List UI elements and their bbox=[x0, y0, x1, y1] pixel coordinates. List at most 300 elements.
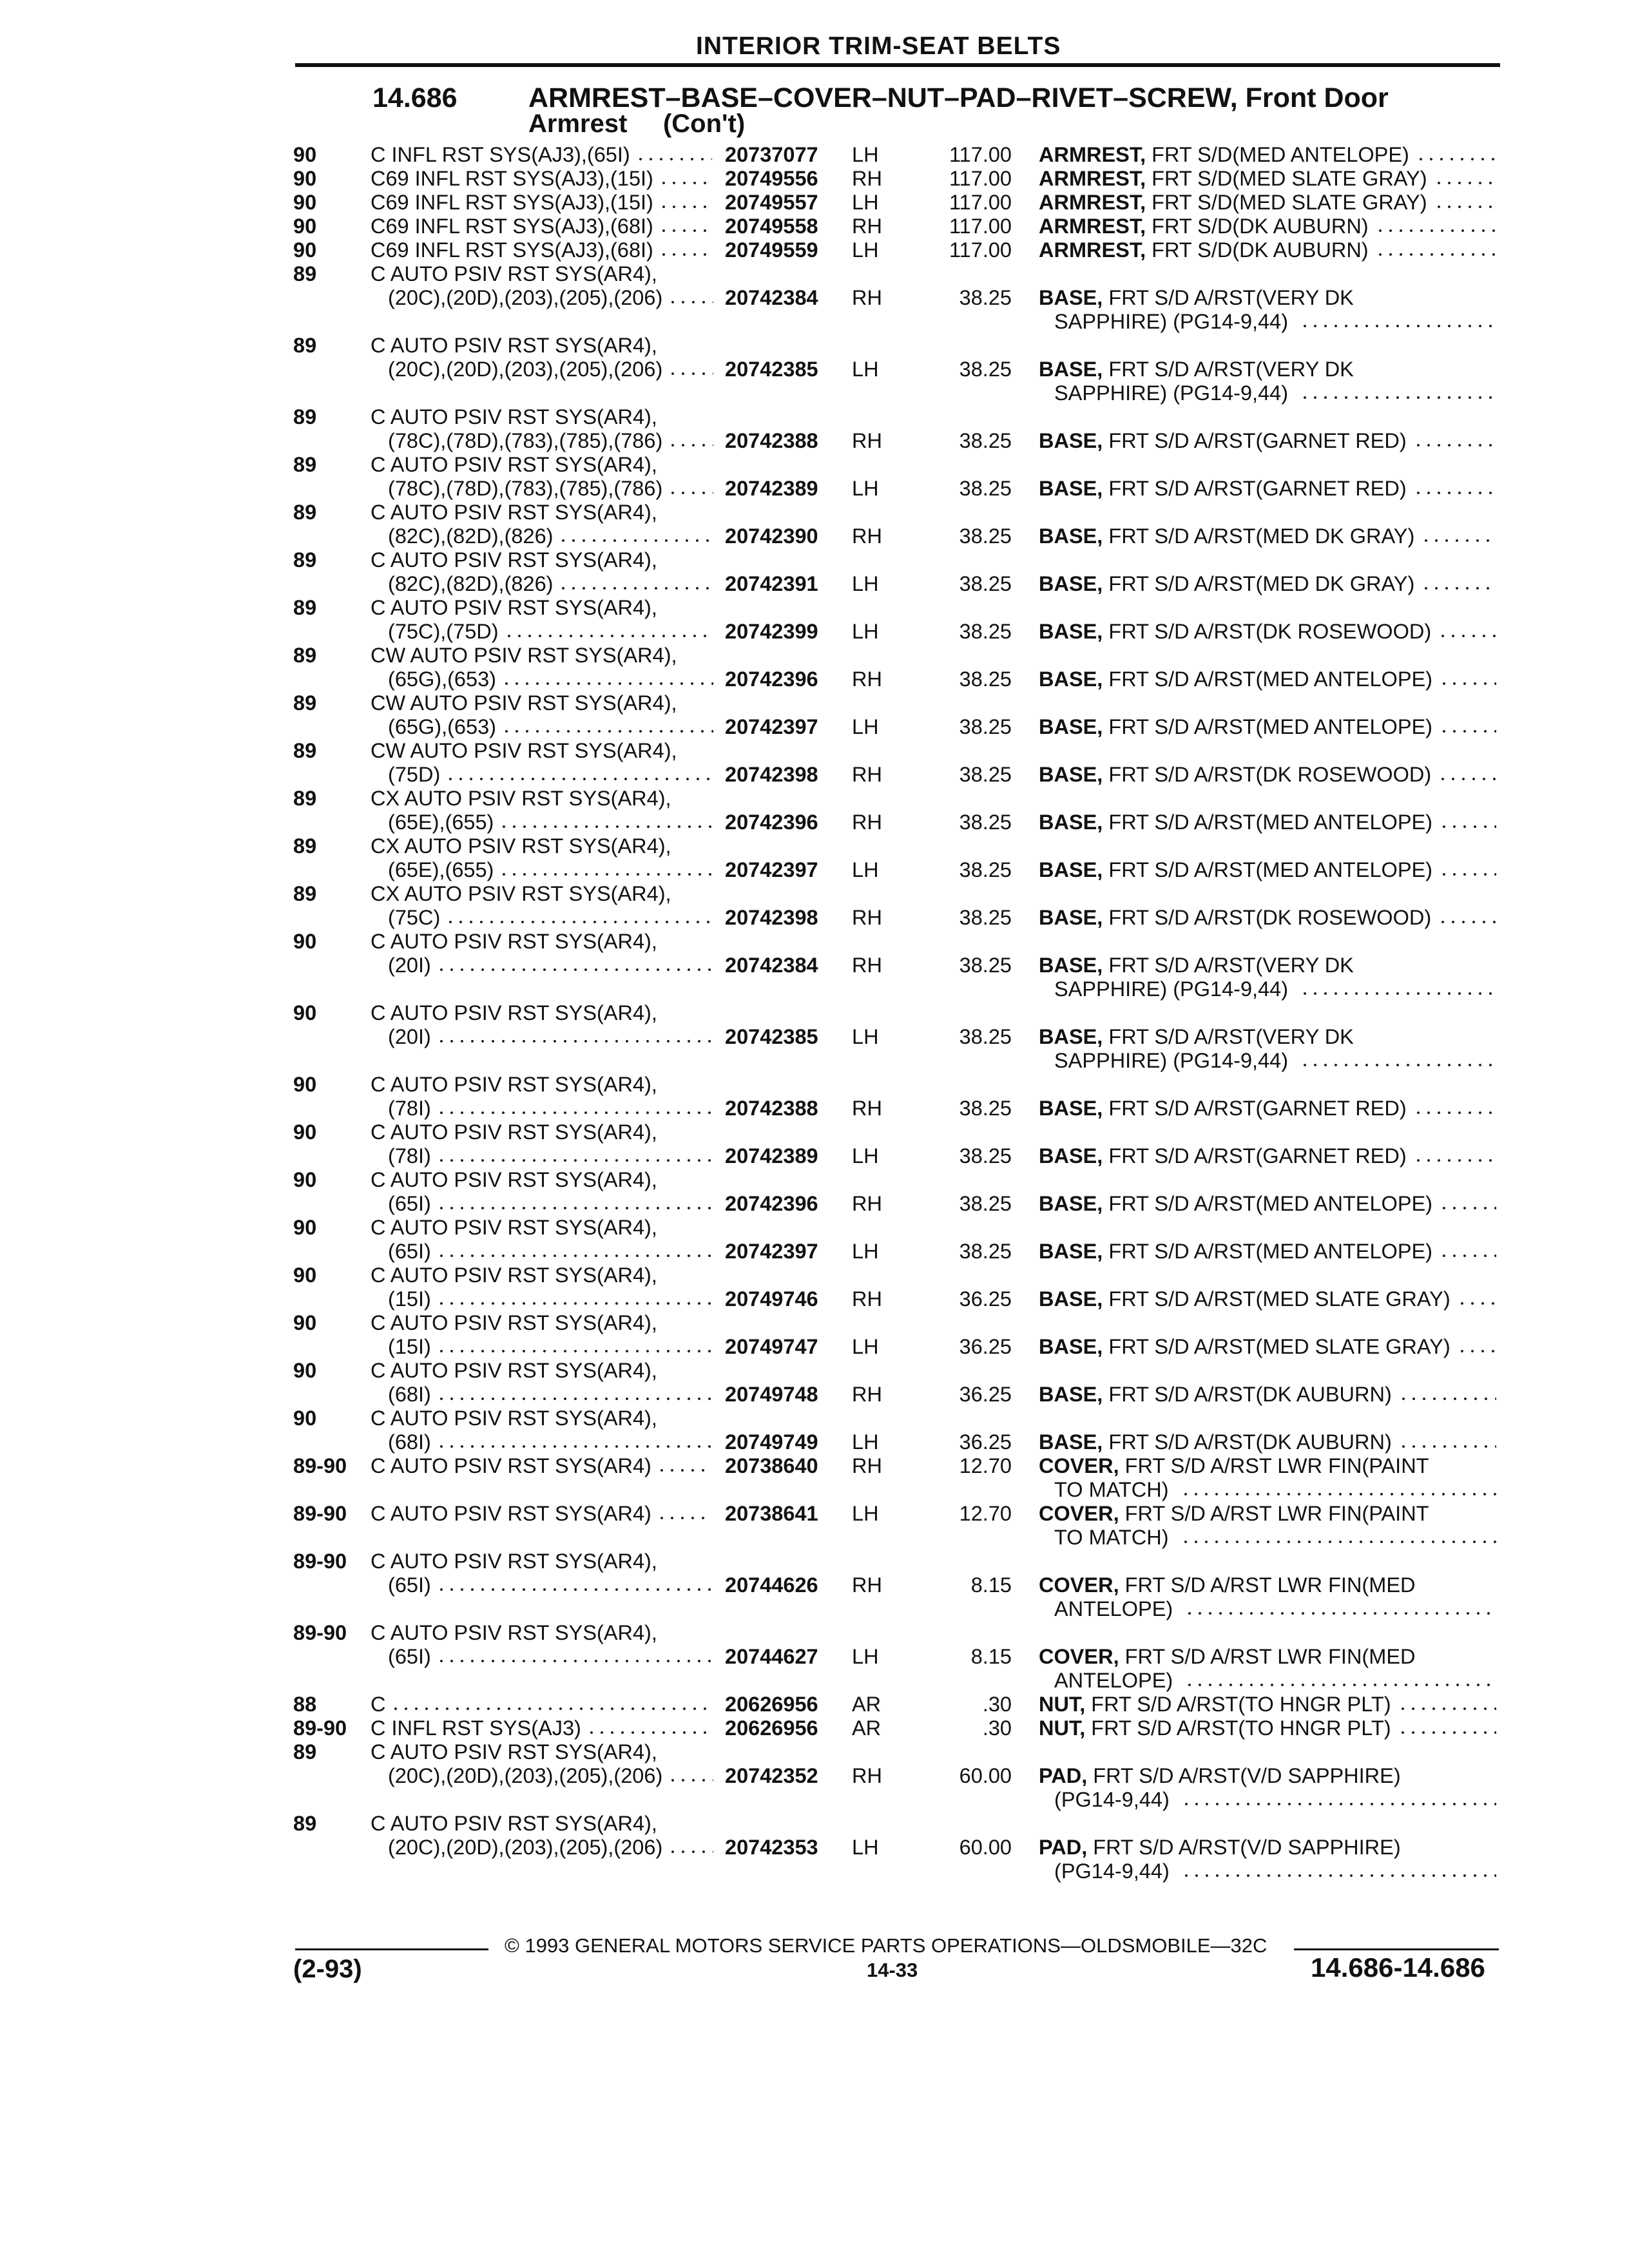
side-code: LH bbox=[852, 1335, 879, 1358]
side-code: LH bbox=[852, 238, 879, 262]
application-desc: C AUTO PSIV RST SYS(AR4), bbox=[371, 548, 657, 572]
part-name-rest: FRT S/D A/RST(MED DK GRAY) bbox=[1103, 572, 1415, 595]
model-year: 89 bbox=[293, 882, 317, 905]
part-name bbox=[1039, 429, 1496, 453]
table-row bbox=[0, 930, 1629, 1001]
model-year: 89-90 bbox=[293, 1502, 347, 1525]
dot-leader bbox=[1439, 1253, 1496, 1258]
application-desc-cont bbox=[388, 1192, 713, 1216]
dot-leader bbox=[436, 1301, 713, 1306]
table-row bbox=[0, 1216, 1629, 1264]
part-name-cont-line bbox=[1054, 1788, 1496, 1812]
model-year: 90 bbox=[293, 1001, 317, 1024]
dot-leader bbox=[558, 586, 713, 591]
part-name bbox=[1039, 1144, 1496, 1168]
part-number: 20742389 bbox=[725, 477, 818, 500]
part-name bbox=[1039, 1287, 1496, 1311]
application-desc: C AUTO PSIV RST SYS(AR4), bbox=[371, 1407, 657, 1430]
dot-leader bbox=[436, 1396, 713, 1401]
part-name-line bbox=[1039, 1764, 1496, 1788]
side-code: RH bbox=[852, 429, 882, 452]
price: 38.25 bbox=[959, 286, 1012, 309]
dot-leader bbox=[659, 228, 712, 233]
part-number: 20744627 bbox=[725, 1645, 818, 1668]
side-code: AR bbox=[852, 1716, 882, 1740]
application-desc-cont bbox=[388, 668, 713, 691]
dot-leader bbox=[1438, 633, 1496, 639]
price: 12.70 bbox=[959, 1454, 1012, 1477]
application-desc: C AUTO PSIV RST SYS(AR4), bbox=[371, 405, 657, 428]
part-name-bold: COVER, bbox=[1039, 1502, 1119, 1525]
part-name-cont bbox=[1054, 1526, 1496, 1550]
dot-leader bbox=[1413, 490, 1496, 495]
part-name-rest: FRT S/D A/RST(MED ANTELOPE) bbox=[1103, 668, 1432, 691]
part-name-line bbox=[1039, 1645, 1496, 1669]
application-desc bbox=[371, 215, 712, 238]
price: 38.25 bbox=[959, 620, 1012, 643]
side-code: LH bbox=[852, 1502, 879, 1525]
part-name-rest: FRT S/D A/RST(DK ROSEWOOD) bbox=[1103, 620, 1432, 643]
part-name bbox=[1039, 1716, 1496, 1740]
part-name-bold: ARMREST, bbox=[1039, 215, 1146, 238]
part-name-line bbox=[1039, 1335, 1496, 1359]
dot-leader bbox=[659, 252, 712, 257]
model-year: 89 bbox=[293, 596, 317, 619]
side-code: RH bbox=[852, 286, 882, 309]
part-name-line bbox=[1039, 1025, 1496, 1049]
part-name-cont-line bbox=[1054, 1669, 1496, 1693]
model-year: 90 bbox=[293, 143, 317, 166]
part-name bbox=[1039, 620, 1496, 644]
dot-leader bbox=[436, 1158, 713, 1163]
part-number: 20742398 bbox=[725, 763, 818, 786]
part-name-bold: BASE, bbox=[1039, 1335, 1103, 1358]
application-desc: CW AUTO PSIV RST SYS(AR4), bbox=[371, 691, 677, 715]
model-year: 90 bbox=[293, 930, 317, 953]
application-desc-cont bbox=[388, 358, 713, 381]
application-desc-cont bbox=[388, 1836, 713, 1860]
part-name-cont bbox=[1054, 1788, 1496, 1812]
application-desc: C AUTO PSIV RST SYS(AR4), bbox=[371, 1073, 657, 1096]
part-name-cont-line bbox=[1054, 1526, 1496, 1550]
part-name-cont-text: SAPPHIRE) (PG14-9,44) bbox=[1054, 1049, 1289, 1072]
dot-leader bbox=[1416, 157, 1496, 162]
part-name bbox=[1039, 477, 1496, 501]
price: 38.25 bbox=[959, 1240, 1012, 1263]
page-title: INTERIOR TRIM-SEAT BELTS bbox=[696, 32, 1061, 60]
part-name-line bbox=[1039, 763, 1496, 787]
dot-leader bbox=[668, 1778, 713, 1783]
part-name-line bbox=[1039, 1430, 1496, 1454]
side-code: RH bbox=[852, 1097, 882, 1120]
part-name-rest: FRT S/D A/RST(GARNET RED) bbox=[1103, 1097, 1407, 1120]
application-desc: C AUTO PSIV RST SYS(AR4), bbox=[371, 1621, 657, 1644]
price: 60.00 bbox=[959, 1764, 1012, 1787]
application-desc-cont-text: (65E),(655) bbox=[388, 858, 494, 881]
part-name-line bbox=[1039, 572, 1496, 596]
application-desc-cont-text: (65I) bbox=[388, 1573, 431, 1597]
application-desc bbox=[371, 1716, 712, 1740]
part-name-line bbox=[1039, 1287, 1496, 1311]
model-year: 89 bbox=[293, 691, 317, 715]
part-name-rest: FRT S/D A/RST LWR FIN(MED bbox=[1119, 1573, 1416, 1597]
model-year: 90 bbox=[293, 1311, 317, 1334]
side-code: RH bbox=[852, 215, 882, 238]
dot-leader bbox=[635, 157, 712, 162]
dot-leader bbox=[1439, 824, 1496, 829]
application-desc-cont-text: (78I) bbox=[388, 1097, 431, 1120]
application-desc-cont-text: (82C),(82D),(826) bbox=[388, 572, 554, 595]
table-row bbox=[0, 1407, 1629, 1454]
part-name-cont-line bbox=[1054, 977, 1496, 1001]
part-name-line bbox=[1039, 191, 1496, 215]
table-row bbox=[0, 691, 1629, 739]
part-name-bold: NUT, bbox=[1039, 1693, 1086, 1716]
part-name-cont-line bbox=[1054, 381, 1496, 405]
application-desc: C AUTO PSIV RST SYS(AR4), bbox=[371, 1216, 657, 1239]
part-name-rest: FRT S/D A/RST(DK ROSEWOOD) bbox=[1103, 763, 1432, 786]
application-desc: CX AUTO PSIV RST SYS(AR4), bbox=[371, 834, 671, 858]
part-name-line bbox=[1039, 524, 1496, 548]
price: 36.25 bbox=[959, 1287, 1012, 1311]
application-desc-cont bbox=[388, 1764, 713, 1788]
dot-leader bbox=[436, 1658, 713, 1664]
side-code: LH bbox=[852, 572, 879, 595]
footer-page-number: 14-33 bbox=[867, 1959, 918, 1981]
part-number: 20742352 bbox=[725, 1764, 818, 1787]
part-name bbox=[1039, 1573, 1496, 1597]
part-name-line bbox=[1039, 1716, 1496, 1740]
part-number: 20749557 bbox=[725, 191, 818, 214]
dot-leader bbox=[668, 371, 713, 376]
price: 38.25 bbox=[959, 1097, 1012, 1120]
table-row bbox=[0, 739, 1629, 787]
price: 38.25 bbox=[959, 524, 1012, 548]
application-desc-cont-text: (20I) bbox=[388, 1025, 431, 1048]
part-name-line bbox=[1039, 1144, 1496, 1168]
part-name-line bbox=[1039, 906, 1496, 930]
price: 38.25 bbox=[959, 572, 1012, 595]
part-name-rest: FRT S/D(MED SLATE GRAY) bbox=[1146, 167, 1427, 190]
model-year: 89 bbox=[293, 644, 317, 667]
part-name-line bbox=[1039, 668, 1496, 691]
application-desc bbox=[371, 143, 712, 167]
part-number: 20742398 bbox=[725, 906, 818, 929]
part-name-cont bbox=[1054, 1597, 1496, 1621]
dot-leader bbox=[1439, 872, 1496, 877]
dot-leader bbox=[1413, 1110, 1496, 1115]
price: .30 bbox=[982, 1693, 1012, 1716]
part-name-rest: FRT S/D A/RST(MED ANTELOPE) bbox=[1103, 715, 1432, 738]
table-row bbox=[0, 1001, 1629, 1072]
application-desc: C AUTO PSIV RST SYS(AR4), bbox=[371, 262, 657, 285]
application-desc bbox=[371, 191, 712, 215]
part-name bbox=[1039, 1693, 1496, 1716]
section-subtitle: Armrest (Con't) bbox=[528, 110, 746, 138]
part-number: 20742399 bbox=[725, 620, 818, 643]
application-desc-cont bbox=[388, 1240, 713, 1264]
application-desc: C AUTO PSIV RST SYS(AR4), bbox=[371, 1264, 657, 1287]
part-name-line bbox=[1039, 477, 1496, 501]
side-code: RH bbox=[852, 524, 882, 548]
dot-leader bbox=[436, 1587, 713, 1592]
application-desc-cont-text: (20I) bbox=[388, 954, 431, 977]
price: 117.00 bbox=[949, 167, 1012, 190]
dot-leader bbox=[586, 1730, 712, 1735]
application-desc-cont bbox=[388, 1335, 713, 1359]
part-name bbox=[1039, 215, 1496, 238]
price: 36.25 bbox=[959, 1383, 1012, 1406]
part-name-rest: FRT S/D(MED SLATE GRAY) bbox=[1146, 191, 1427, 214]
price: 8.15 bbox=[970, 1645, 1012, 1668]
part-name-rest: FRT S/D A/RST(VERY DK bbox=[1103, 1025, 1354, 1048]
dot-leader bbox=[499, 872, 713, 877]
part-name bbox=[1039, 191, 1496, 215]
part-name-bold: PAD, bbox=[1039, 1764, 1088, 1787]
table-row bbox=[0, 1502, 1629, 1550]
part-name bbox=[1039, 1836, 1496, 1860]
application-desc: C AUTO PSIV RST SYS(AR4), bbox=[371, 1812, 657, 1835]
application-desc-cont-text: (20C),(20D),(203),(205),(206) bbox=[388, 1764, 663, 1787]
part-name bbox=[1039, 1430, 1496, 1454]
part-name-bold: NUT, bbox=[1039, 1716, 1086, 1740]
part-name-cont-line bbox=[1054, 1478, 1496, 1502]
part-name bbox=[1039, 858, 1496, 882]
part-name-bold: BASE, bbox=[1039, 1025, 1103, 1048]
part-number: 20738640 bbox=[725, 1454, 818, 1477]
application-desc bbox=[371, 1502, 712, 1526]
side-code: RH bbox=[852, 1764, 882, 1787]
price: 38.25 bbox=[959, 954, 1012, 977]
part-name-line bbox=[1039, 1097, 1496, 1120]
application-desc: C AUTO PSIV RST SYS(AR4), bbox=[371, 1120, 657, 1144]
model-year: 90 bbox=[293, 1168, 317, 1191]
part-number: 20742353 bbox=[725, 1836, 818, 1859]
application-desc bbox=[371, 1693, 712, 1716]
part-name-bold: ARMREST, bbox=[1039, 143, 1146, 166]
part-number: 20626956 bbox=[725, 1693, 818, 1716]
application-desc-cont bbox=[388, 1573, 713, 1597]
dot-leader bbox=[1438, 776, 1496, 782]
part-name bbox=[1039, 715, 1496, 739]
dot-leader bbox=[1421, 586, 1496, 591]
side-code: RH bbox=[852, 1192, 882, 1215]
dot-leader bbox=[1398, 1444, 1496, 1449]
application-desc-cont-text: (75C),(75D) bbox=[388, 620, 499, 643]
side-code: LH bbox=[852, 1240, 879, 1263]
section-number: 14.686 bbox=[372, 82, 458, 113]
part-name-rest: FRT S/D A/RST(MED ANTELOPE) bbox=[1103, 811, 1432, 834]
table-row bbox=[0, 453, 1629, 501]
side-code: LH bbox=[852, 715, 879, 738]
side-code: LH bbox=[852, 1645, 879, 1668]
price: 38.25 bbox=[959, 1025, 1012, 1048]
part-name-bold: BASE, bbox=[1039, 1383, 1103, 1406]
price: 38.25 bbox=[959, 668, 1012, 691]
part-name-cont-text: (PG14-9,44) bbox=[1054, 1860, 1170, 1883]
application-desc-cont bbox=[388, 858, 713, 882]
part-name-cont-line bbox=[1054, 1860, 1496, 1883]
part-name bbox=[1039, 1097, 1496, 1120]
application-desc: C AUTO PSIV RST SYS(AR4), bbox=[371, 334, 657, 357]
part-name-line bbox=[1039, 811, 1496, 834]
part-number: 20744626 bbox=[725, 1573, 818, 1597]
dot-leader bbox=[436, 1039, 713, 1044]
part-name-bold: ARMREST, bbox=[1039, 238, 1146, 262]
application-desc-cont-text: (78C),(78D),(783),(785),(786) bbox=[388, 477, 663, 500]
part-name-rest: FRT S/D A/RST LWR FIN(MED bbox=[1119, 1645, 1416, 1668]
model-year: 89 bbox=[293, 787, 317, 810]
table-row bbox=[0, 1168, 1629, 1216]
part-name-cont-text: ANTELOPE) bbox=[1054, 1669, 1173, 1692]
application-desc-cont bbox=[388, 477, 713, 501]
part-name-rest: FRT S/D A/RST(DK ROSEWOOD) bbox=[1103, 906, 1432, 929]
price: 38.25 bbox=[959, 358, 1012, 381]
price: 38.25 bbox=[959, 429, 1012, 452]
price: 117.00 bbox=[949, 215, 1012, 238]
part-name-cont-text: (PG14-9,44) bbox=[1054, 1788, 1170, 1811]
part-name-bold: ARMREST, bbox=[1039, 167, 1146, 190]
part-name-bold: BASE, bbox=[1039, 906, 1103, 929]
table-row bbox=[0, 834, 1629, 882]
dot-leader bbox=[668, 490, 713, 495]
model-year: 90 bbox=[293, 1407, 317, 1430]
model-year: 89-90 bbox=[293, 1454, 347, 1477]
model-year: 88 bbox=[293, 1693, 317, 1716]
part-name-cont bbox=[1054, 977, 1496, 1001]
dot-leader bbox=[1398, 1730, 1496, 1735]
side-code: RH bbox=[852, 1573, 882, 1597]
application-desc-text: C bbox=[371, 1693, 386, 1716]
part-name-line bbox=[1039, 954, 1496, 977]
part-name-cont bbox=[1054, 1860, 1496, 1883]
application-desc: C AUTO PSIV RST SYS(AR4), bbox=[371, 1740, 657, 1763]
application-desc bbox=[371, 167, 712, 191]
part-number: 20738641 bbox=[725, 1502, 818, 1525]
dot-leader bbox=[1375, 252, 1496, 257]
table-row bbox=[0, 1812, 1629, 1883]
dot-leader bbox=[1181, 1873, 1496, 1878]
dot-leader bbox=[1300, 1062, 1496, 1068]
application-desc: C AUTO PSIV RST SYS(AR4), bbox=[371, 930, 657, 953]
part-name-rest: FRT S/D A/RST(VERY DK bbox=[1103, 286, 1354, 309]
dot-leader bbox=[1300, 323, 1496, 329]
model-year: 89-90 bbox=[293, 1621, 347, 1644]
application-desc-cont-text: (68I) bbox=[388, 1430, 431, 1454]
price: 38.25 bbox=[959, 906, 1012, 929]
dot-leader bbox=[668, 1849, 713, 1854]
part-name-cont bbox=[1054, 310, 1496, 334]
dot-leader bbox=[445, 776, 713, 782]
dot-leader bbox=[436, 1110, 713, 1115]
application-desc-cont bbox=[388, 1383, 713, 1407]
part-name-line bbox=[1039, 1383, 1496, 1407]
dot-leader bbox=[1457, 1301, 1496, 1306]
side-code: AR bbox=[852, 1693, 882, 1716]
part-name-bold: BASE, bbox=[1039, 763, 1103, 786]
application-desc: C AUTO PSIV RST SYS(AR4), bbox=[371, 1168, 657, 1191]
part-name-rest: FRT S/D A/RST(MED DK GRAY) bbox=[1103, 524, 1415, 548]
part-name-cont-line bbox=[1054, 1049, 1496, 1073]
table-row bbox=[0, 1621, 1629, 1692]
part-name-bold: BASE, bbox=[1039, 954, 1103, 977]
part-name-rest: FRT S/D A/RST(GARNET RED) bbox=[1103, 429, 1407, 452]
part-name bbox=[1039, 238, 1496, 262]
part-name-line bbox=[1039, 715, 1496, 739]
part-name bbox=[1039, 1025, 1496, 1049]
dot-leader bbox=[436, 1349, 713, 1354]
price: 38.25 bbox=[959, 763, 1012, 786]
application-desc-cont-text: (78I) bbox=[388, 1144, 431, 1168]
part-number: 20749749 bbox=[725, 1430, 818, 1454]
side-code: LH bbox=[852, 143, 879, 166]
model-year: 89 bbox=[293, 1740, 317, 1763]
part-name-bold: BASE, bbox=[1039, 1192, 1103, 1215]
dot-leader bbox=[1457, 1349, 1496, 1354]
dot-leader bbox=[1398, 1706, 1496, 1711]
price: 38.25 bbox=[959, 858, 1012, 881]
part-name bbox=[1039, 668, 1496, 691]
dot-leader bbox=[1413, 1158, 1496, 1163]
model-year: 90 bbox=[293, 1216, 317, 1239]
part-name-bold: PAD, bbox=[1039, 1836, 1088, 1859]
application-desc-cont bbox=[388, 954, 713, 977]
part-name-rest: FRT S/D A/RST(MED ANTELOPE) bbox=[1103, 1240, 1432, 1263]
model-year: 90 bbox=[293, 215, 317, 238]
table-row bbox=[0, 501, 1629, 548]
application-desc-cont-text: (75D) bbox=[388, 763, 441, 786]
dot-leader bbox=[1398, 1396, 1496, 1401]
section-title: ARMREST–BASE–COVER–NUT–PAD–RIVET–SCREW, Front Door bbox=[528, 82, 1389, 113]
part-number: 20742396 bbox=[725, 1192, 818, 1215]
part-name bbox=[1039, 1240, 1496, 1264]
part-number: 20749746 bbox=[725, 1287, 818, 1311]
part-number: 20742390 bbox=[725, 524, 818, 548]
price: 117.00 bbox=[949, 191, 1012, 214]
dot-leader bbox=[445, 919, 713, 925]
part-number: 20742397 bbox=[725, 715, 818, 738]
part-name bbox=[1039, 811, 1496, 834]
part-name-rest: FRT S/D A/RST(VERY DK bbox=[1103, 358, 1354, 381]
application-desc-cont-text: (65G),(653) bbox=[388, 715, 496, 738]
price: .30 bbox=[982, 1716, 1012, 1740]
part-number: 20742389 bbox=[725, 1144, 818, 1168]
application-desc-cont-text: (20C),(20D),(203),(205),(206) bbox=[388, 358, 663, 381]
application-desc-cont bbox=[388, 286, 713, 310]
part-name-rest: FRT S/D A/RST(MED SLATE GRAY) bbox=[1103, 1287, 1451, 1311]
model-year: 90 bbox=[293, 167, 317, 190]
dot-leader bbox=[657, 1515, 712, 1521]
part-name bbox=[1039, 143, 1496, 167]
price: 12.70 bbox=[959, 1502, 1012, 1525]
model-year: 89 bbox=[293, 548, 317, 572]
application-desc-cont bbox=[388, 1144, 713, 1168]
part-name-bold: BASE, bbox=[1039, 572, 1103, 595]
part-name-cont-text: SAPPHIRE) (PG14-9,44) bbox=[1054, 977, 1289, 1001]
dot-leader bbox=[659, 180, 712, 186]
part-number: 20742384 bbox=[725, 954, 818, 977]
price: 38.25 bbox=[959, 811, 1012, 834]
side-code: RH bbox=[852, 167, 882, 190]
application-desc: CX AUTO PSIV RST SYS(AR4), bbox=[371, 882, 671, 905]
application-desc-cont bbox=[388, 715, 713, 739]
application-desc: C AUTO PSIV RST SYS(AR4), bbox=[371, 596, 657, 619]
application-desc-cont bbox=[388, 1430, 713, 1454]
side-code: RH bbox=[852, 668, 882, 691]
application-desc-cont bbox=[388, 1025, 713, 1049]
side-code: LH bbox=[852, 620, 879, 643]
application-desc-cont bbox=[388, 763, 713, 787]
